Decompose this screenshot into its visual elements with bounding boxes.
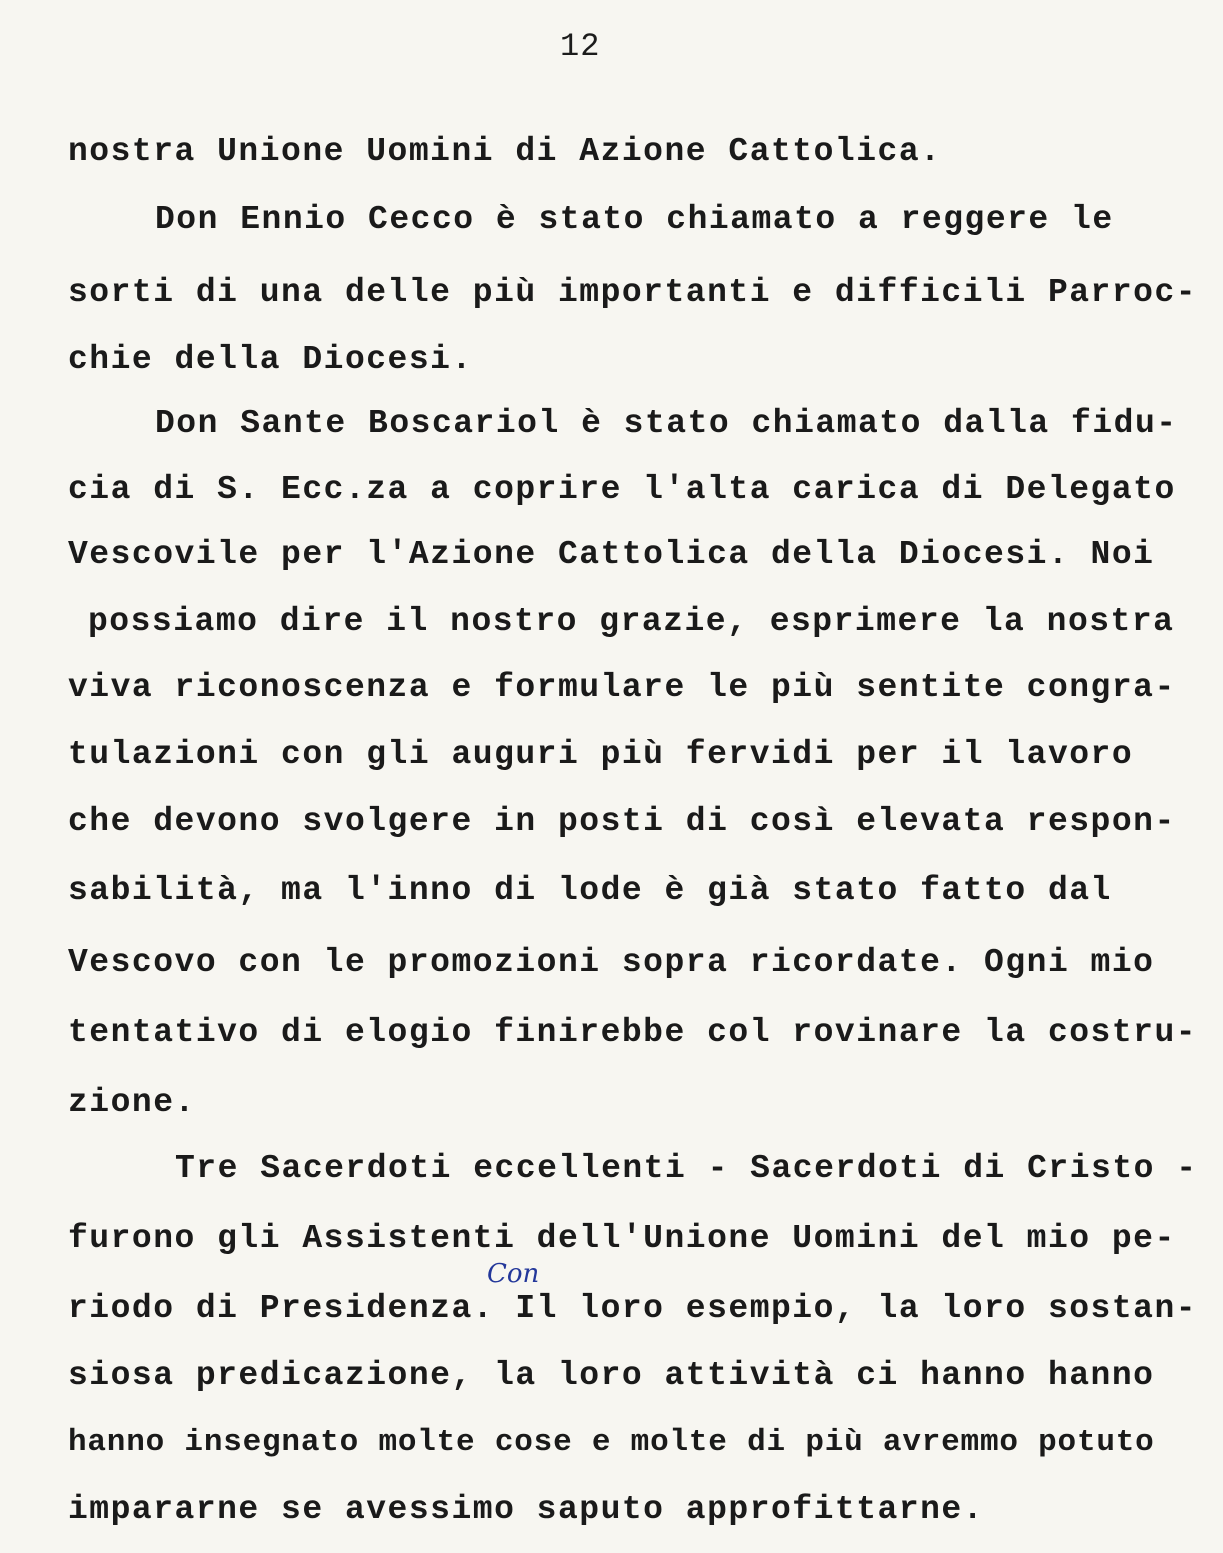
page-number: 12 [560,28,601,65]
text-line: chie della Diocesi. [68,341,473,378]
text-line: furono gli Assistenti dell'Unione Uomini del mio pe- [68,1220,1176,1257]
text-line: zione. [68,1084,196,1121]
text-line: che devono svolgere in posti di così elevata respon- [68,803,1176,840]
text-line: impararne se avessimo saputo approfittarne. [68,1491,985,1528]
text-line: cia di S. Ecc.za a coprire l'alta carica di Delegato [68,471,1176,508]
text-line: sorti di una delle più importanti e difficili Parroc- [68,274,1198,311]
text-line: tentativo di elogio finirebbe col rovinare la costru- [68,1014,1198,1051]
text-line: tulazioni con gli auguri più fervidi per il lavoro [68,736,1134,773]
text-line: riodo di Presidenza. Il loro esempio, la loro sostan- [68,1290,1198,1327]
text-line: sabilità, ma l'inno di lode è già stato fatto dal [68,872,1112,909]
handwritten-annotation: Con [487,1259,540,1289]
text-line: Tre Sacerdoti eccellenti - Sacerdoti di Cristo - [175,1150,1198,1187]
text-line: nostra Unione Uomini di Azione Cattolica. [68,133,942,170]
text-line: possiamo dire il nostro grazie, esprimere la nostra [88,603,1175,640]
text-line: Don Ennio Cecco è stato chiamato a reggere le [155,201,1114,238]
text-line: Vescovile per l'Azione Cattolica della Diocesi. Noi [68,536,1155,573]
text-line: Don Sante Boscariol è stato chiamato dalla fidu- [155,405,1178,442]
text-line: viva riconoscenza e formulare le più sentite congra- [68,669,1176,706]
text-line: hanno insegnato molte cose e molte di più avremmo potuto [68,1425,1155,1460]
text-line: Vescovo con le promozioni sopra ricordate. Ogni mio [68,944,1155,981]
text-line: siosa predicazione, la loro attività ci hanno hanno [68,1357,1155,1394]
